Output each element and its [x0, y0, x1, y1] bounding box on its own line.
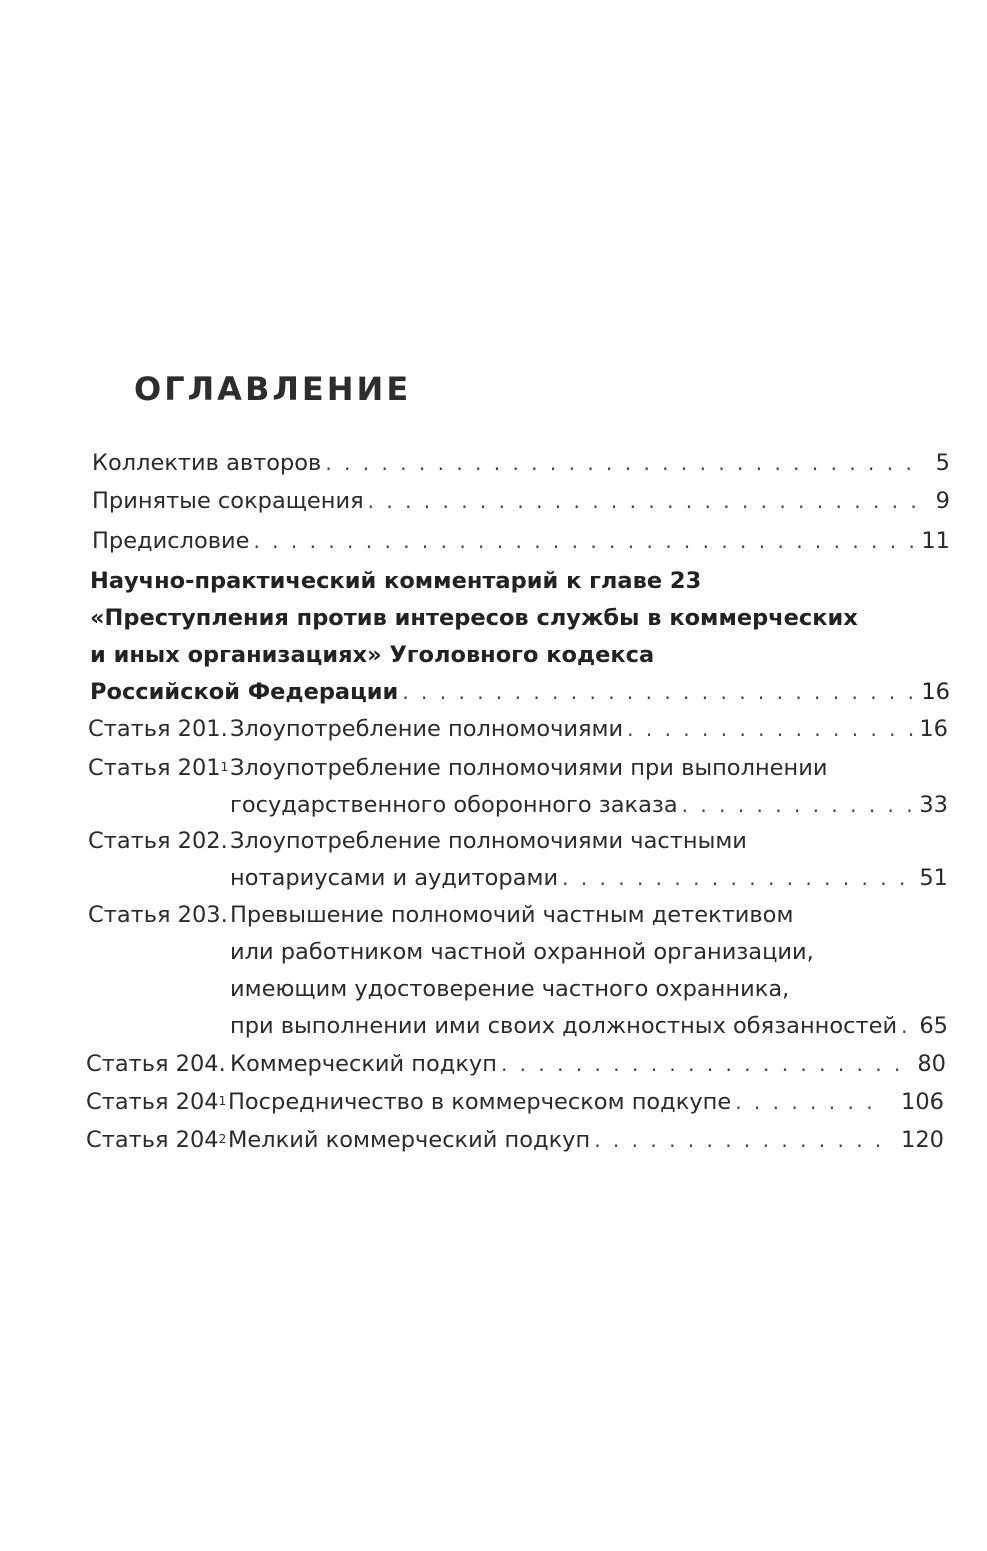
article-superscript: 1 — [218, 1094, 227, 1108]
page-number: 16 — [919, 716, 948, 742]
page-number: 65 — [919, 1013, 948, 1039]
entry-text: Коллектив авторов — [92, 450, 322, 476]
entry-text: Посредничество в коммерческом подкупе — [228, 1089, 732, 1115]
article-superscript: 2 — [218, 1132, 227, 1146]
entry-text: государственного оборонного заказа — [230, 792, 678, 818]
entry-text: или работником частной охранной организации, — [230, 939, 814, 965]
page-number: 80 — [917, 1051, 946, 1077]
page-number: 33 — [919, 792, 948, 818]
leader-dots — [627, 710, 914, 748]
page-number: 120 — [901, 1127, 944, 1153]
commentary-line: и иных организациях» Уголовного кодекса — [90, 642, 655, 668]
entry-text: Злоупотребление полномочиями частными — [230, 828, 747, 854]
leader-dots — [562, 859, 914, 897]
article-superscript: 1 — [220, 760, 229, 774]
page-number: 9 — [935, 488, 950, 514]
entry-text: Превышение полномочий частным детективом — [230, 902, 794, 928]
entry-text: Принятые сокращения — [92, 488, 364, 514]
entry-text: Мелкий коммерческий подкуп — [228, 1127, 591, 1153]
page-number: 5 — [935, 450, 950, 476]
entry-text: Злоупотребление полномочиями — [230, 716, 624, 742]
commentary-line: «Преступления против интересов службы в коммерческих — [90, 605, 858, 631]
article-label: Статья 204. — [86, 1051, 226, 1077]
leader-dots — [402, 673, 916, 711]
article-label: Статья 204 — [86, 1089, 219, 1115]
article-label: Статья 203. — [88, 902, 228, 928]
commentary-line: Российской Федерации — [90, 679, 399, 705]
entry-text: имеющим удостоверение частного охранника, — [230, 976, 790, 1002]
article-label: Статья 204 — [86, 1127, 219, 1153]
entry-text: нотариусами и аудиторами — [230, 865, 559, 891]
article-label: Статья 201 — [88, 755, 221, 781]
leader-dots — [901, 1007, 914, 1045]
leader-dots — [682, 786, 914, 824]
page-number: 51 — [919, 865, 948, 891]
leader-dots — [325, 444, 916, 482]
entry-text: Предисловие — [92, 528, 250, 554]
toc-title: ОГЛАВЛЕНИЕ — [134, 370, 412, 408]
page-number: 106 — [901, 1089, 944, 1115]
leader-dots — [735, 1083, 881, 1121]
page-number: 16 — [921, 679, 950, 705]
leader-dots — [594, 1121, 881, 1159]
leader-dots — [501, 1045, 912, 1083]
article-label: Статья 201. — [88, 716, 228, 742]
entry-text: Злоупотребление полномочиями при выполнении — [230, 755, 828, 781]
leader-dots — [368, 482, 916, 520]
page-number: 11 — [921, 528, 950, 554]
commentary-line: Научно-практический комментарий к главе 23 — [90, 568, 702, 594]
entry-text: при выполнении ими своих должностных обязанностей — [230, 1013, 898, 1039]
leader-dots — [253, 522, 916, 560]
article-label: Статья 202. — [88, 828, 228, 854]
entry-text: Коммерческий подкуп — [230, 1051, 497, 1077]
